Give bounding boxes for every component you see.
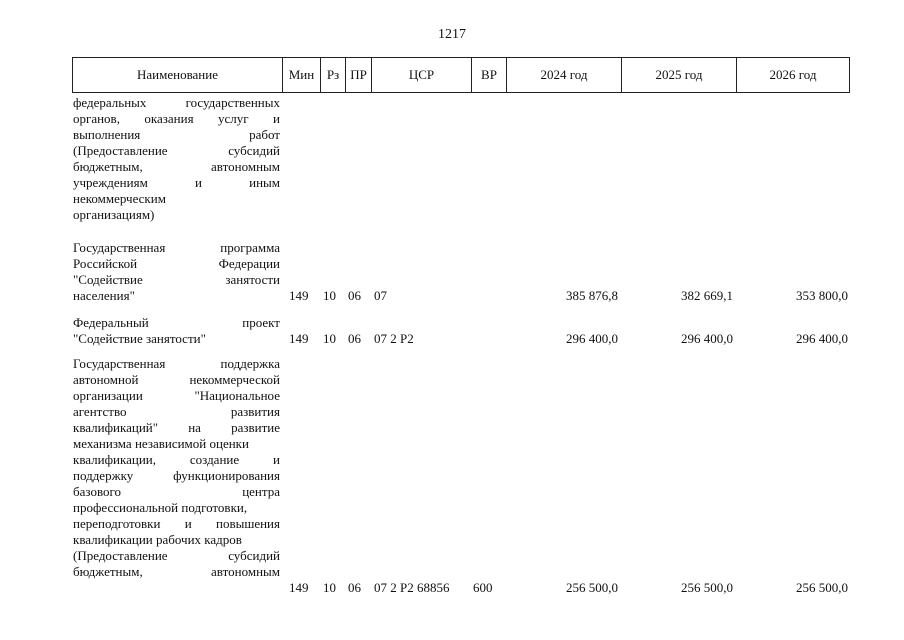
page-number: 1217 xyxy=(438,27,466,42)
row-3-line: переподготовки и повышения xyxy=(73,516,280,531)
row-1-2026: 353 800,0 xyxy=(796,288,848,303)
row-1-name xyxy=(73,240,280,304)
row-3-vr: 600 xyxy=(473,580,493,595)
row-0-line: учреждениям и иным xyxy=(73,175,280,190)
row-3-2025: 256 500,0 xyxy=(681,580,733,595)
row-0-line: федеральных государственных xyxy=(73,95,280,110)
header-csr: ЦСР xyxy=(372,58,472,92)
row-1-line: населения" xyxy=(73,288,135,303)
row-0-line: бюджетным, автономным xyxy=(73,159,280,174)
table-header xyxy=(72,57,850,93)
row-2-2024: 296 400,0 xyxy=(566,331,618,346)
row-2-2025: 296 400,0 xyxy=(681,331,733,346)
row-3-line: автономной некоммерческой xyxy=(73,372,280,387)
row-3-2024: 256 500,0 xyxy=(566,580,618,595)
row-1-2025: 382 669,1 xyxy=(681,288,733,303)
row-0-line: выполнения работ xyxy=(73,127,280,142)
header-2026: 2026 год xyxy=(769,67,817,82)
header-rz: Рз xyxy=(321,58,346,92)
row-3-pr: 06 xyxy=(348,580,361,595)
row-3-line: базового центра xyxy=(73,484,280,499)
header-vr: ВР xyxy=(472,58,507,92)
row-0-line: организациям) xyxy=(73,207,155,222)
row-1-2024: 385 876,8 xyxy=(566,288,618,303)
row-3-line: бюджетным, автономным xyxy=(73,564,280,579)
header-2025: 2025 год xyxy=(622,58,737,92)
row-2-name xyxy=(73,315,280,347)
row-3-line: профессиональной подготовки, xyxy=(73,500,248,515)
row-1-line: Государственная программа xyxy=(73,240,280,255)
header-min: Мин xyxy=(283,58,321,92)
row-3-rz: 10 xyxy=(323,580,336,595)
row-1-pr: 06 xyxy=(348,288,361,303)
row-3-line: квалификаций" на развитие xyxy=(73,420,280,435)
row-1-line: Российской Федерации xyxy=(73,256,280,271)
row-1-csr: 07 xyxy=(374,288,387,303)
row-2-2026: 296 400,0 xyxy=(796,331,848,346)
row-1-rz: 10 xyxy=(323,288,336,303)
row-3-line: организации "Национальное xyxy=(73,388,280,403)
row-2-line: "Содействие занятости" xyxy=(73,331,206,346)
row-3-line: (Предоставление субсидий xyxy=(73,548,280,563)
row-0-line: (Предоставление субсидий xyxy=(73,143,280,158)
row-1-line: "Содействие занятости xyxy=(73,272,280,287)
row-3-line: квалификации рабочих кадров xyxy=(73,532,242,547)
header-2024: 2024 год xyxy=(507,58,622,92)
row-2-pr: 06 xyxy=(348,331,361,346)
row-2-csr: 07 2 Р2 xyxy=(374,331,414,346)
row-0-line: некоммерческим xyxy=(73,191,166,206)
row-3-line: квалификации, создание и xyxy=(73,452,280,467)
row-3-min: 149 xyxy=(289,580,309,595)
row-3-line: поддержку функционирования xyxy=(73,468,280,483)
row-3-line: агентство развития xyxy=(73,404,280,419)
row-3-csr: 07 2 Р2 68856 xyxy=(374,580,450,595)
row-2-min: 149 xyxy=(289,331,309,346)
row-3-2026: 256 500,0 xyxy=(796,580,848,595)
row-1-min: 149 xyxy=(289,288,309,303)
row-3-line: Государственная поддержка xyxy=(73,356,280,371)
row-2-rz: 10 xyxy=(323,331,336,346)
header-name: Наименование xyxy=(73,58,283,92)
row-3-name xyxy=(73,356,280,580)
header-pr: ПР xyxy=(346,58,372,92)
row-2-line: Федеральный проект xyxy=(73,315,280,330)
row-0-name xyxy=(73,95,280,223)
row-0-line: органов, оказания услуг и xyxy=(73,111,280,126)
row-3-line: механизма независимой оценки xyxy=(73,436,249,451)
